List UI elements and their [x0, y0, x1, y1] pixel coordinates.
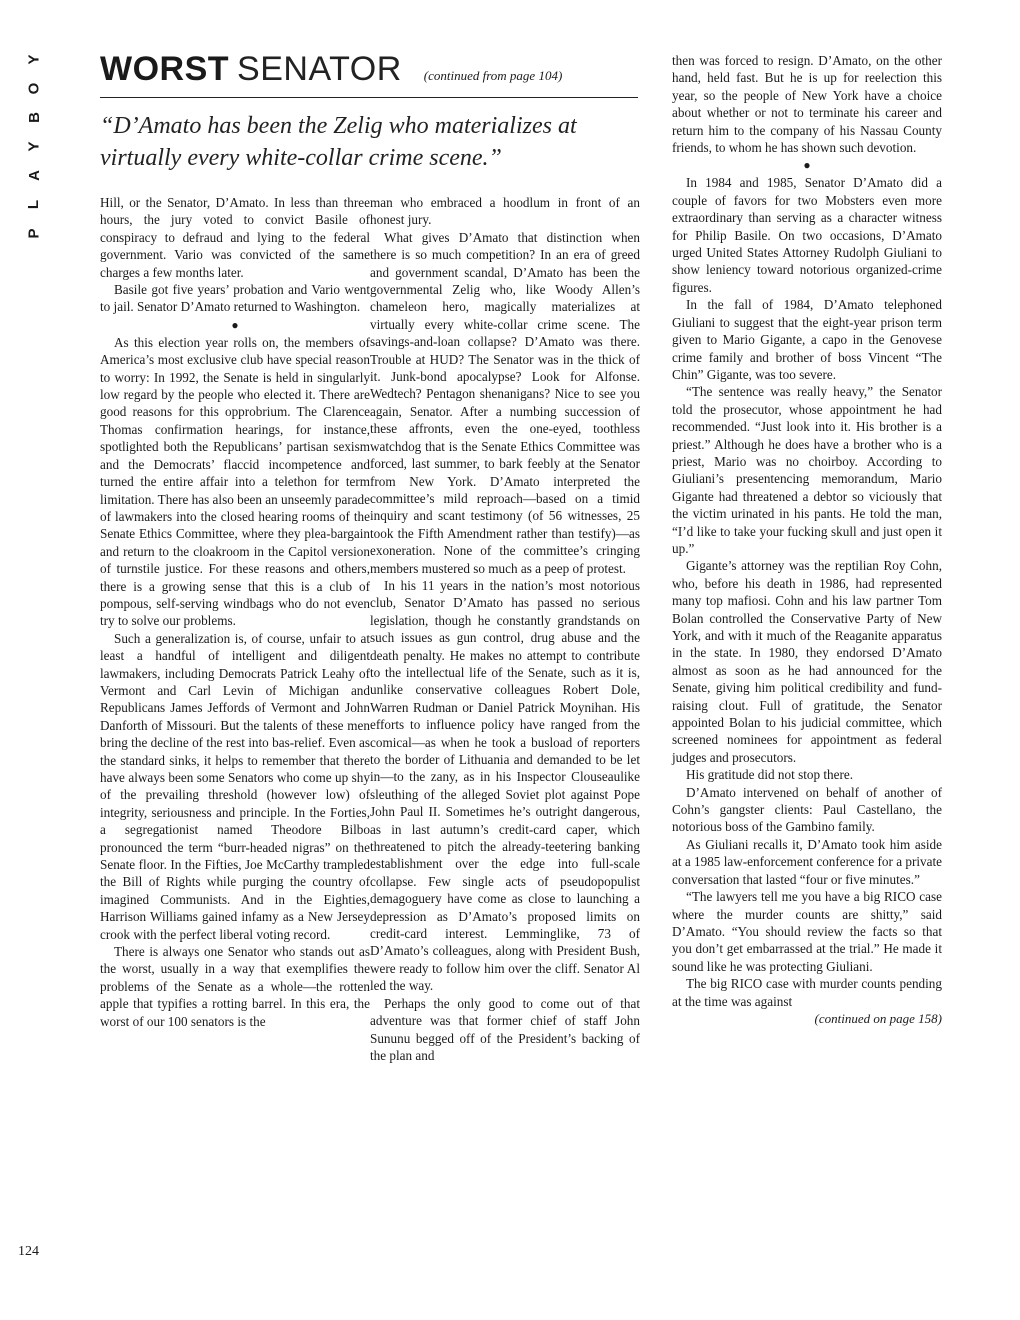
- paragraph: What gives D’Amato that distinction when there is so much competition? In an era of greed and government scandal, D’Amato has been the governmental Zelig who, like Woody Allen’s chameleon hero, magically materializes at virtually every white-collar crime scene. The savings-and-loan collapse? D’Amato was there. Trouble at HUD? The Senator was in the thick of it. Junk-bond apocalypse? Look for Alfonse. Wedtech? Pentagon shenanigans? Nice to see you again, Senator. After a numbing succession of these affronts, even the one-eyed, toothless watchdog that is the Senate Ethics Committee was forced, last summer, to bark feebly at the Senator from New York. D’Amato interpreted the committee’s mild reproach—based on a timid inquiry and scant testimony (of 56 witnesses, 25 took the Fifth Amendment rather than testify)—as exoneration. None of the committee’s cringing members mustered so much as a peep of protest.: [370, 229, 640, 576]
- brand-letter: O: [25, 82, 43, 95]
- paragraph: “The lawyers tell me you have a big RICO case where the murder counts are shitty,” said D’Amato. “You should review the facts so that you don’t get embarrassed at the trial.” He made it sound like he was protecting Giuliani.: [672, 889, 942, 974]
- paragraph: Such a generalization is, of course, unfair to at least a handful of intelligent and diligent lawmakers, including Democrats Patrick Leahy of Vermont and Carl Levin of Michigan and Republicans James Jeffords of Vermont and John Danforth of Missouri. But the talents of these men bring the decline of the rest into bas-relief. Even as the standard sinks, it helps to remember that there have always been some Senators who come up shy of the prevailing threshold (however low) of integrity, seriousness and principle. In the Forties, a segregationist named Theodore Bilbo pronounced the term “burr-headed nigras” on the Senate floor. In the Fifties, Joe McCarthy trampled the Bill of Rights while purging the country of imagined Communists. And in the Eighties, Harrison Williams gained infamy as a New Jersey crook with the perfect liberal voting record.: [100, 630, 370, 942]
- brand-letter: B: [25, 112, 43, 123]
- paragraph: D’Amato intervened on behalf of another of Cohn’s gangster clients: Paul Castellano, the notorious boss of the Gambino family.: [672, 784, 942, 835]
- brand-letter: A: [25, 170, 43, 181]
- paragraph: then was forced to resign. D’Amato, on the other hand, held fast. But he is up for reelection this year, so the people of New York have a choice about whether or not to terminate his career and return him to the company of his Nassau County friends, to whom he has shown such devotion.: [672, 53, 942, 156]
- brand-letter: P: [25, 228, 43, 239]
- article-header: [100, 50, 640, 174]
- paragraph: In his 11 years in the nation’s most notorious club, Senator D’Amato has passed no serious legislation, though he constantly grandstands on such issues as gun control, drug abuse and the death penalty. He makes no attempt to contribute to the intellectual life of the Senate, such as it is, unlike conservative colleagues Robert Dole, Warren Rudman or Daniel Patrick Moynihan. His efforts to influence policy have ranged from the comical—as when he took a busload of reporters to the border of Lithuania and demanded to be let in—to the zany, as in his Inspector Clouseaulike sleuthing of the alleged Soviet plot against Pope John Paul II. Sometimes he’s outright dangerous, as in last autumn’s credit-card caper, which threatened to pitch the already-teetering banking establishment over the edge into full-scale collapse. Few single acts of pseudopopulist demagoguery have come as close to launching a depression as D’Amato’s proposed limits on credit-card interest. Lemminglike, 73 of D’Amato’s colleagues, along with President Bush, were ready to follow him over the cliff. Senator Al led the way.: [370, 577, 640, 994]
- magazine-brand-vertical: [22, 52, 46, 255]
- paragraph: In 1984 and 1985, Senator D’Amato did a couple of favors for two Mobsters even more extraordinary than serving as a character witness for Philip Basile. On two occasions, D’Amato urged United States Attorney Rudolph Giuliani to show leniency toward notorious organized-crime figures.: [672, 175, 942, 295]
- paragraph: “The sentence was really heavy,” the Senator told the prosecutor, whose appointment he had recommended. “Just look into it. His brother is a priest.” Although he does have a brother who is a priest, Mario was no choirboy. According to Giuliani’s presentencing memorandum, Mario Gigante had threatened a debtor so viciously that the victim urinated in his pants. He told the man, “I’d like to take your fucking skull and just open it up.”: [672, 384, 942, 556]
- text-column-1: [100, 194, 370, 1030]
- paragraph: The big RICO case with murder counts pending at the time was against: [672, 976, 942, 1009]
- continued-from-note: (continued from page 104): [423, 68, 563, 83]
- page-number: 124: [18, 1244, 39, 1259]
- title-bold: WORST: [100, 50, 230, 88]
- paragraph: As Giuliani recalls it, D’Amato took him aside at a 1985 law-enforcement conference for a private conversation that lasted “four or five minutes.”: [672, 836, 942, 887]
- paragraph: man who embraced a hoodlum in front of an honest jury.: [370, 195, 640, 228]
- section-bullet: ●: [803, 158, 811, 173]
- paragraph: In the fall of 1984, D’Amato telephoned Giuliani to suggest that the eight-year prison term given to Mario Gigante, a capo in the Genovese crime family and brother of boss Vincent “The Chin” Gigante, was too severe.: [672, 297, 942, 382]
- pull-quote: “D’Amato has been the Zelig who materializes at virtually every white-collar crime scene.”: [100, 113, 577, 171]
- section-bullet: ●: [231, 317, 239, 332]
- paragraph: His gratitude did not stop there.: [686, 767, 854, 783]
- paragraph: As this election year rolls on, the members of America’s most exclusive club have special reason to worry: In 1992, the Senate is held in singularly low regard by the people who elected it. There are good reasons for this opprobrium. The Clarence Thomas confirmation hearings, for instance, spotlighted both the Republicans’ partisan sexism and the Democrats’ flaccid incompetence and turned the entire affair into a telethon for term limitation. There has also been an unseemly parade of lawmakers into the closed hearing rooms of the Senate Ethics Committee, where they plea-bargain and return to the cloakroom in the Capitol version of turnstile justice. For these reasons and others, there is a growing sense that this is a club of pompous, self-serving windbags who do not even try to solve our problems.: [100, 334, 371, 629]
- text-column-3: [672, 52, 942, 1027]
- paragraph: Hill, or the Senator, D’Amato. In less than three hours, the jury voted to convict Basile of conspiracy to defraud and lying to the federal government. Vario was convicted of the same charges a few months later.: [100, 195, 370, 280]
- article-title: [100, 50, 640, 89]
- paragraph: There is always one Senator who stands out as the worst, usually in a way that exemplifies the problems of the Senate as a whole—the rotten apple that typifies a rotting barrel. In this era, the worst of our 100 senators is the: [100, 944, 370, 1029]
- paragraph: Perhaps the only good to come out of that adventure was that former chief of staff John Sununu begged off of the President’s backing of the plan and: [370, 995, 640, 1063]
- brand-letter: L: [25, 199, 43, 210]
- text-column-2: [370, 194, 640, 1064]
- title-divider: [100, 97, 638, 98]
- paragraph: Gigante’s attorney was the reptilian Roy Cohn, who, before his death in 1986, had represented many top mafiosi. Cohn and his law partner Tom Bolan controlled the Conservative Party of New York, and with it much of the Reaganite apparatus in the state. In 1980, they endorsed D’Amato almost as soon as he had announced for the Senate, giving him political credibility and fund-raising clout. Full of gratitude, the Senator appointed Bolan to his judicial committee, which screened nominees for appointment as federal judges and prosecutors.: [672, 558, 942, 765]
- paragraph: Basile got five years’ probation and Vario went to jail. Senator D’Amato returned to Washington.: [100, 282, 370, 315]
- brand-letter: Y: [25, 141, 43, 152]
- continued-on-note: (continued on page 158): [814, 1010, 942, 1026]
- title-light: SENATOR: [237, 50, 402, 88]
- brand-letter: Y: [25, 54, 43, 65]
